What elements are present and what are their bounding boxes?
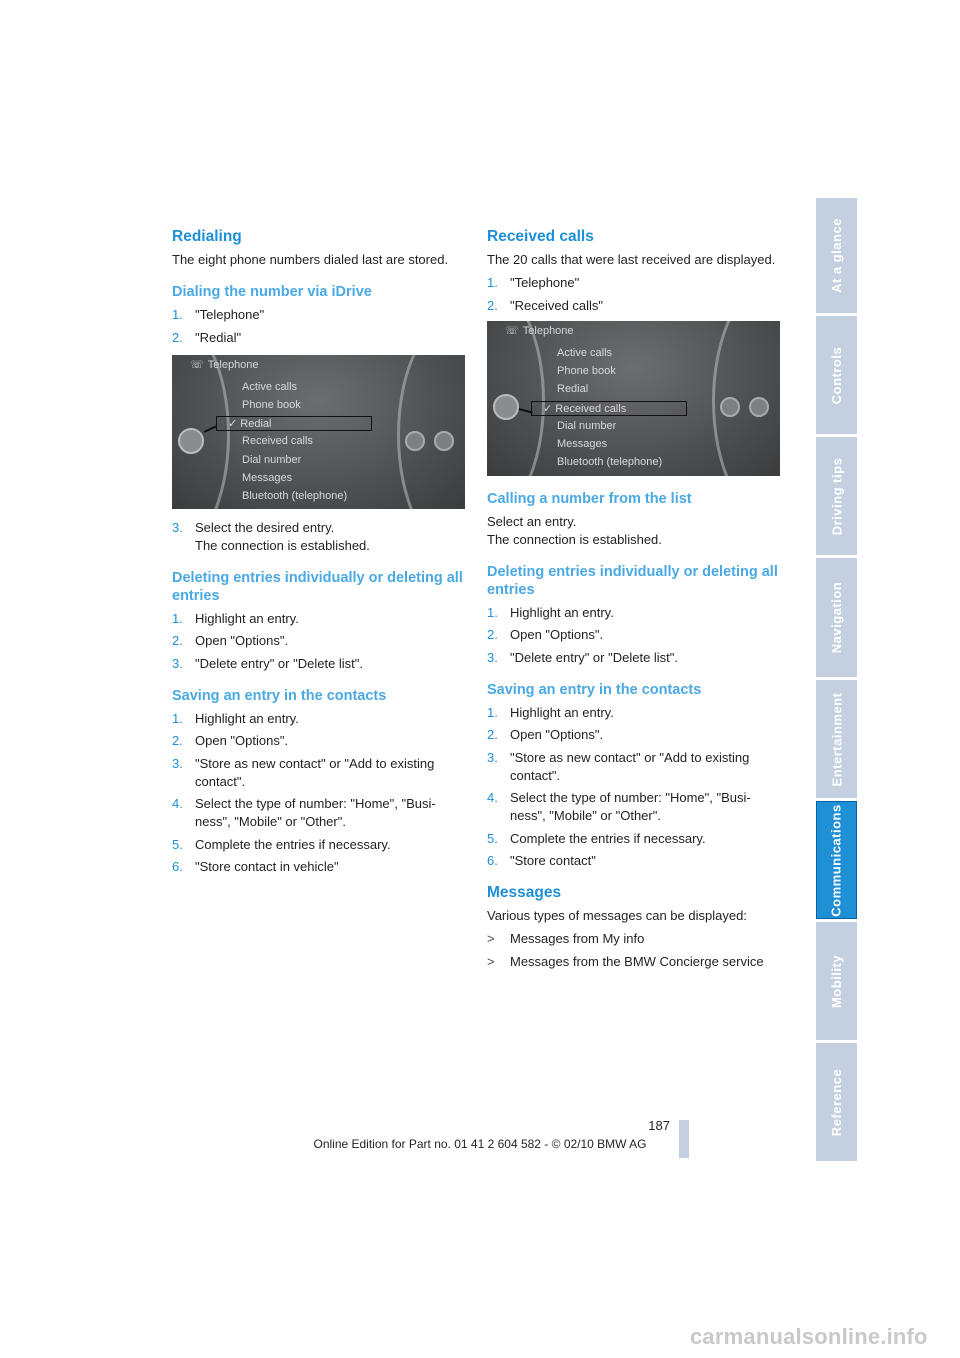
menu-item: Bluetooth (telephone) xyxy=(242,489,348,502)
list-item: > Messages from My info xyxy=(487,931,645,946)
subsection-title-deleting: Deleting entries individually or deleting all entries xyxy=(487,563,778,598)
page-number: 187 xyxy=(648,1118,670,1133)
tab-communications[interactable]: Communications xyxy=(816,801,857,919)
list-item: 3. "Delete entry" or "Delete list". xyxy=(172,655,364,671)
subsection-title-saving: Saving an entry in the contacts xyxy=(172,687,387,704)
list-item: 2. Open "Options". xyxy=(172,633,289,648)
subsection-title-calling: Calling a number from the list xyxy=(487,490,692,507)
screen-header: ☏ Telephone xyxy=(505,324,574,337)
saving-steps xyxy=(487,704,782,871)
telephone-icon: ☏ xyxy=(505,324,519,337)
messages-intro: Various types of messages can be displayed: xyxy=(487,908,747,923)
list-item: 1. "Telephone" xyxy=(172,307,265,322)
dialing-steps xyxy=(172,306,467,347)
list-item: 1. Highlight an entry. xyxy=(172,610,299,626)
saving-steps xyxy=(172,710,467,877)
list-item: 3. "Store as new contact" or "Add to existing contact". xyxy=(172,755,435,789)
menu-item: Messages xyxy=(242,471,293,484)
redialing-intro: The eight phone numbers dialed last are stored. xyxy=(172,252,449,267)
watermark: carmanualsonline.info xyxy=(690,1324,928,1349)
subsection-title-deleting: Deleting entries individually or deleting all entries xyxy=(172,569,463,604)
list-item: > Messages from the BMW Concierge service xyxy=(487,953,764,969)
list-item: 6. "Store contact" xyxy=(487,853,596,868)
list-item: 2. "Received calls" xyxy=(487,297,604,313)
back-knob-icon xyxy=(749,397,769,417)
list-item: 3. Select the desired entry. The connection is established. xyxy=(172,519,370,553)
subsection-title-saving: Saving an entry in the contacts xyxy=(487,681,702,698)
list-item: 1. "Telephone" xyxy=(487,275,580,290)
tab-at-a-glance[interactable]: At a glance xyxy=(816,198,857,313)
section-title-redialing: Redialing xyxy=(172,228,242,245)
subsection-title-dialing: Dialing the number via iDrive xyxy=(172,284,372,300)
list-item: 5. Complete the entries if necessary. xyxy=(487,830,706,846)
list-item: 5. Complete the entries if necessary. xyxy=(172,836,391,852)
section-title-messages: Messages xyxy=(487,884,562,901)
calling-text-1: Select an entry. xyxy=(487,513,577,529)
menu-item: Active calls xyxy=(557,346,613,359)
received-calls-intro: The 20 calls that were last received are displayed. xyxy=(487,252,776,267)
tab-driving-tips[interactable]: Driving tips xyxy=(816,437,857,555)
calling-text-2: The connection is established. xyxy=(487,531,662,547)
list-item: 2. Open "Options". xyxy=(487,727,604,742)
list-item: 4. Select the type of number: "Home", "Busi-ness", "Mobile" or "Other". xyxy=(487,790,751,823)
menu-item: Dial number xyxy=(557,419,617,432)
section-title-received-calls: Received calls xyxy=(487,228,594,245)
telephone-icon: ☏ xyxy=(190,358,204,371)
tab-navigation[interactable]: Navigation xyxy=(816,558,857,677)
menu-item: Dial number xyxy=(242,453,302,466)
menu-item: Phone book xyxy=(242,398,301,411)
menu-item-selected: ✓ Received calls xyxy=(543,402,627,415)
tab-entertainment[interactable]: Entertainment xyxy=(816,680,857,798)
right-column xyxy=(487,228,782,975)
list-item: 3. "Delete entry" or "Delete list". xyxy=(487,649,679,665)
tab-reference[interactable]: Reference xyxy=(816,1043,857,1161)
footer-edition: Online Edition for Part no. 01 41 2 604 582 - © 02/10 BMW AG xyxy=(313,1137,647,1151)
list-item: 2. Open "Options". xyxy=(172,733,289,748)
list-item: 1. Highlight an entry. xyxy=(487,604,614,620)
list-item: 1. Highlight an entry. xyxy=(487,704,614,720)
settings-knob-icon xyxy=(405,431,425,451)
deleting-steps xyxy=(172,610,467,673)
menu-item: Active calls xyxy=(242,380,298,393)
menu-item: Bluetooth (telephone) xyxy=(557,455,663,468)
list-item: 6. "Store contact in vehicle" xyxy=(172,859,339,874)
menu-item-selected: ✓ Redial xyxy=(228,417,272,430)
menu-item: Received calls xyxy=(242,434,313,447)
received-steps xyxy=(487,274,782,315)
controller-knob-icon xyxy=(493,394,519,420)
settings-knob-icon xyxy=(720,397,740,417)
list-item: 1. Highlight an entry. xyxy=(172,710,299,726)
back-knob-icon xyxy=(434,431,454,451)
deleting-steps xyxy=(487,604,782,667)
menu-item: Redial xyxy=(557,382,589,395)
idrive-screenshot-redial xyxy=(172,355,465,509)
list-item: 4. Select the type of number: "Home", "Busi-ness", "Mobile" or "Other". xyxy=(172,796,436,829)
tab-mobility[interactable]: Mobility xyxy=(816,922,857,1040)
screen-header: ☏ Telephone xyxy=(190,358,259,371)
messages-bullets xyxy=(487,930,782,971)
menu-item: Phone book xyxy=(557,364,616,377)
menu-item: Messages xyxy=(557,437,608,450)
left-column xyxy=(172,228,467,881)
list-item: 2. "Redial" xyxy=(172,329,242,345)
tab-controls[interactable]: Controls xyxy=(816,316,857,434)
list-item: 2. Open "Options". xyxy=(487,627,604,642)
idrive-screenshot-received-calls xyxy=(487,321,780,476)
controller-knob-icon xyxy=(178,428,204,454)
list-item: 3. "Store as new contact" or "Add to existing contact". xyxy=(487,749,750,783)
